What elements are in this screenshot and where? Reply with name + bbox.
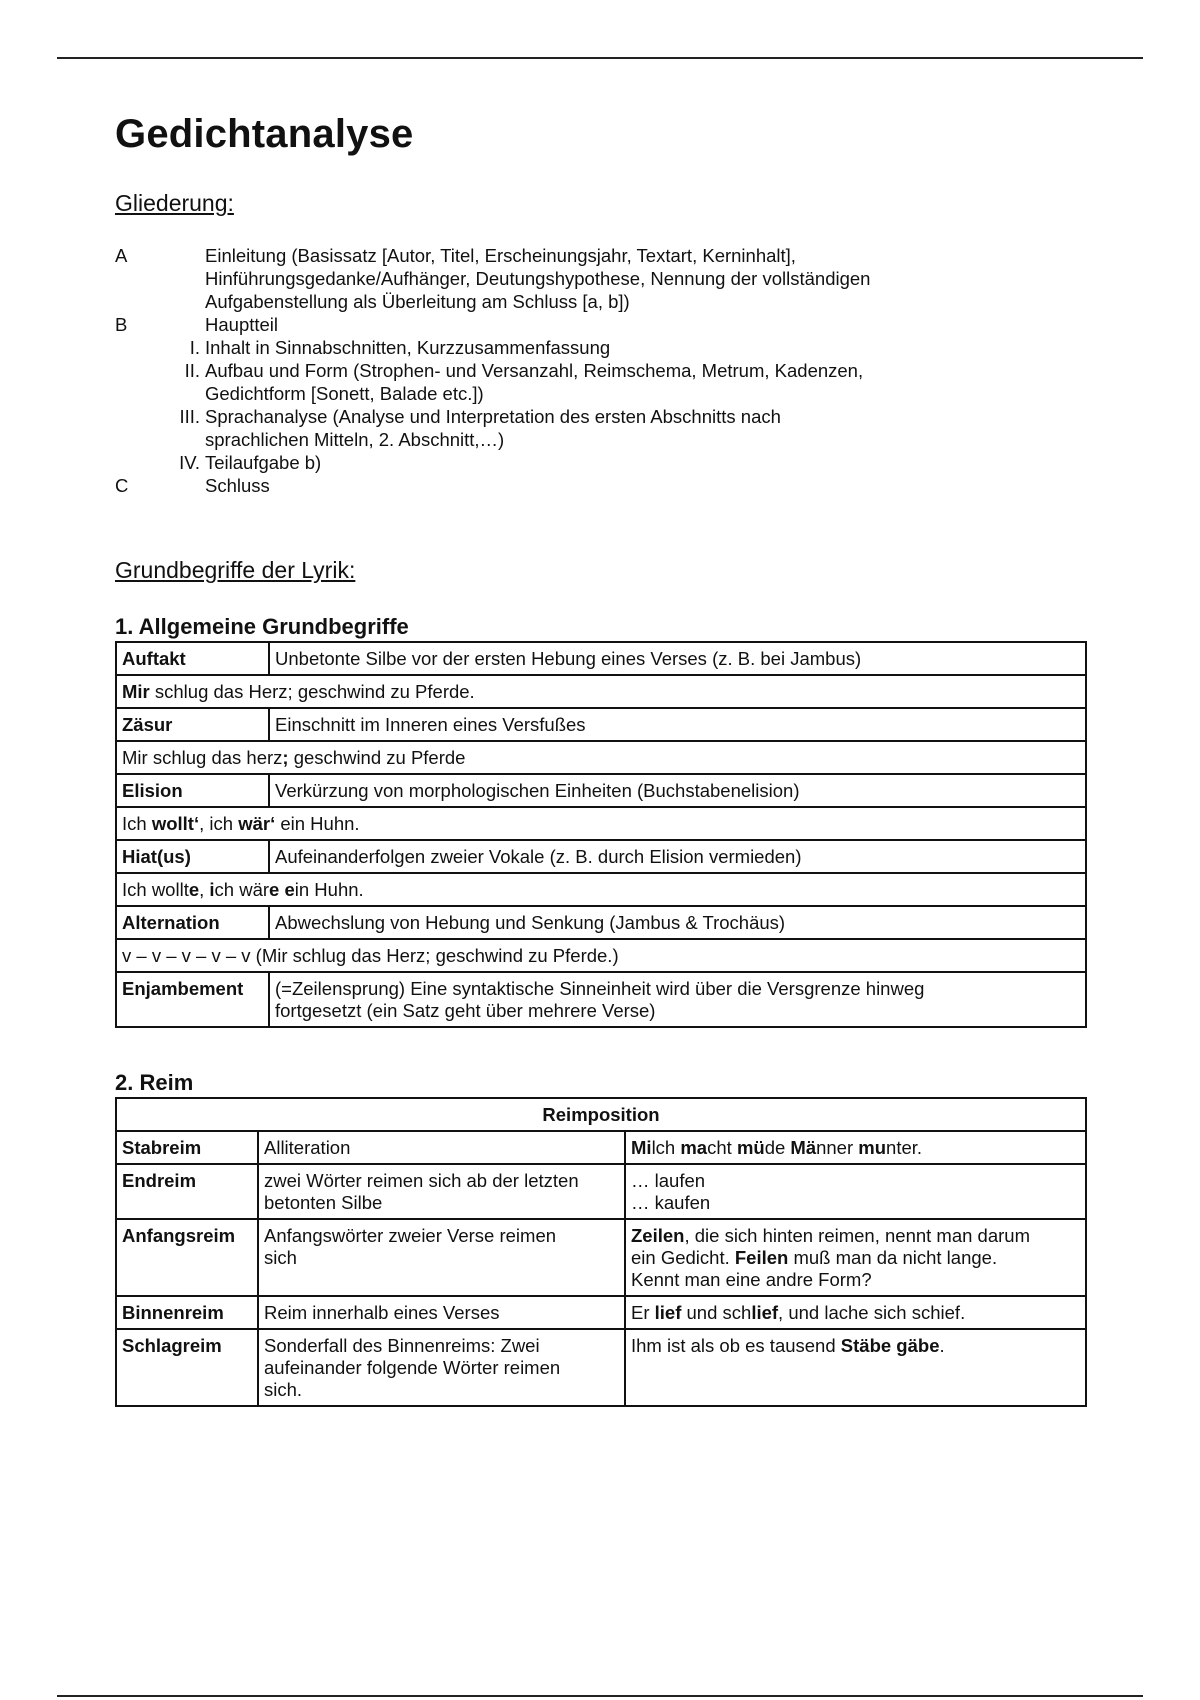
- bold-run: Stäbe gäbe: [840, 1335, 940, 1356]
- text-run: ein Gedicht.: [631, 1247, 735, 1268]
- outline-text-line: Einleitung (Basissatz [Autor, Titel, Erscheinungsjahr, Textart, Kerninhalt],: [205, 245, 796, 266]
- definition-cell: [269, 972, 1086, 1027]
- definition-line: fortgesetzt (ein Satz geht über mehrere Verse): [275, 1000, 656, 1021]
- text-run: … kaufen: [631, 1192, 711, 1213]
- outline-text: [205, 405, 1085, 451]
- text-run: und sch: [681, 1302, 752, 1323]
- outline-text: [205, 313, 1085, 336]
- outline-text-line: Teilaufgabe b): [205, 452, 322, 473]
- example-cell: [625, 1164, 1086, 1219]
- bold-run: Zeilen: [631, 1225, 685, 1246]
- term-cell: Schlagreim: [116, 1329, 258, 1406]
- definition-line: aufeinander folgende Wörter reimen: [264, 1357, 561, 1378]
- bold-run: Mä: [790, 1137, 817, 1158]
- outline-list: [115, 244, 1085, 497]
- reim-table: [115, 1097, 1087, 1407]
- definition-cell: [258, 1131, 625, 1164]
- outline-item: [115, 405, 1085, 451]
- example-row: [116, 939, 1086, 972]
- outline-item: [115, 244, 1085, 313]
- definition-line: (=Zeilensprung) Eine syntaktische Sinneinheit wird über die Versgrenze hinweg: [275, 978, 925, 999]
- definition-cell: Abwechslung von Hebung und Senkung (Jambus & Trochäus): [269, 906, 1086, 939]
- outline-item: [115, 359, 1085, 405]
- definition-cell: [258, 1219, 625, 1296]
- definition-line: Sonderfall des Binnenreims: Zwei: [264, 1335, 540, 1356]
- text-run: lch: [651, 1137, 681, 1158]
- example-row: [116, 675, 1086, 708]
- definition-line: Anfangswörter zweier Verse reimen: [264, 1225, 557, 1246]
- reimposition-heading: Reimposition: [116, 1098, 1086, 1131]
- outline-text-line: Hauptteil: [205, 314, 279, 335]
- text-run: , die sich hinten reimen, nennt man darum: [684, 1225, 1030, 1246]
- outline-text-line: Aufbau und Form (Strophen- und Versanzahl, Reimschema, Metrum, Kadenzen,: [205, 360, 864, 381]
- bold-run: mü: [736, 1137, 765, 1158]
- outline-text-line: Hinführungsgedanke/Aufhänger, Deutungshypothese, Nennung der vollständigen: [205, 268, 871, 289]
- term-cell: Elision: [116, 774, 269, 807]
- outline-text-line: Gedichtform [Sonett, Balade etc.]): [205, 383, 484, 404]
- definition-line: sich: [264, 1247, 297, 1268]
- example-cell: [116, 807, 1086, 840]
- bold-run: Feilen: [734, 1247, 789, 1268]
- text-run: schlug das Herz; geschwind zu Pferde.: [149, 681, 475, 702]
- outline-item: [115, 474, 1085, 497]
- example-line: [631, 1302, 1080, 1324]
- reim-row: [116, 1329, 1086, 1406]
- example-line: [631, 1247, 1080, 1269]
- example-line: [631, 1335, 1080, 1357]
- example-cell: [625, 1131, 1086, 1164]
- bold-run: ma: [680, 1137, 708, 1158]
- outline-text-line: Schluss: [205, 475, 270, 496]
- outline-key: C: [115, 475, 129, 496]
- grundbegriffe-heading: Grundbegriffe der Lyrik:: [115, 557, 356, 583]
- text-run: … laufen: [631, 1170, 706, 1191]
- section-1-heading: 1. Allgemeine Grundbegriffe: [115, 614, 409, 639]
- definition-cell: [258, 1296, 625, 1329]
- term-cell: Endreim: [116, 1164, 258, 1219]
- term-row: [116, 642, 1086, 675]
- outline-text-line: Sprachanalyse (Analyse und Interpretation des ersten Abschnitts nach: [205, 406, 781, 427]
- term-row: [116, 906, 1086, 939]
- term-cell: Enjambement: [116, 972, 269, 1027]
- outline-number: IV.: [179, 452, 200, 473]
- text-run: Er: [631, 1302, 655, 1323]
- bold-run: wollt‘: [151, 813, 200, 834]
- text-run: muß man da nicht lange.: [788, 1247, 998, 1268]
- example-line: [631, 1269, 1080, 1291]
- outline-text: [205, 474, 1085, 497]
- text-run: nner: [816, 1137, 859, 1158]
- definition-line: Reim innerhalb eines Verses: [264, 1302, 500, 1323]
- term-row: [116, 774, 1086, 807]
- outline-text: [205, 451, 1085, 474]
- text-run: cht: [707, 1137, 737, 1158]
- outline-text: [205, 244, 1085, 313]
- reim-row: [116, 1131, 1086, 1164]
- text-run: , ich: [199, 813, 239, 834]
- definition-cell: [258, 1329, 625, 1406]
- reim-row: [116, 1164, 1086, 1219]
- top-rule: [57, 57, 1143, 59]
- text-run: Kennt man eine andre Form?: [631, 1269, 872, 1290]
- bold-run: wär‘: [238, 813, 276, 834]
- example-cell: [625, 1329, 1086, 1406]
- bottom-rule: [57, 1695, 1143, 1697]
- definition-cell: [258, 1164, 625, 1219]
- grundbegriffe-table: [115, 641, 1087, 1028]
- outline-text-line: sprachlichen Mitteln, 2. Abschnitt,…): [205, 429, 505, 450]
- text-run: geschwind zu Pferde: [288, 747, 466, 768]
- section-2-heading: 2. Reim: [115, 1070, 194, 1095]
- example-line: [631, 1170, 1080, 1192]
- outline-item: [115, 336, 1085, 359]
- text-run: in Huhn.: [294, 879, 364, 900]
- definition-cell: Einschnitt im Inneren eines Versfußes: [269, 708, 1086, 741]
- example-row: [116, 741, 1086, 774]
- example-cell: [116, 741, 1086, 774]
- example-line: [631, 1192, 1080, 1214]
- bold-run: e: [188, 879, 200, 900]
- outline-text: [205, 359, 1085, 405]
- definition-line: Alliteration: [264, 1137, 351, 1158]
- text-run: .: [939, 1335, 945, 1356]
- term-cell: Alternation: [116, 906, 269, 939]
- definition-cell: Unbetonte Silbe vor der ersten Hebung eines Verses (z. B. bei Jambus): [269, 642, 1086, 675]
- text-run: ch wär: [214, 879, 270, 900]
- text-run: Ich: [122, 813, 152, 834]
- text-run: de: [764, 1137, 791, 1158]
- outline-number: III.: [179, 406, 200, 427]
- term-cell: Stabreim: [116, 1131, 258, 1164]
- outline-item: [115, 451, 1085, 474]
- example-cell: [625, 1219, 1086, 1296]
- term-row: [116, 708, 1086, 741]
- definition-line: zwei Wörter reimen sich ab der letzten: [264, 1170, 579, 1191]
- term-cell: Binnenreim: [116, 1296, 258, 1329]
- example-line: [631, 1225, 1080, 1247]
- bold-run: ;: [282, 747, 289, 768]
- bold-run: i: [209, 879, 215, 900]
- bold-run: e e: [269, 879, 295, 900]
- term-row: [116, 840, 1086, 873]
- page-title: Gedichtanalyse: [115, 112, 414, 156]
- bold-run: Mi: [631, 1137, 652, 1158]
- definition-line: sich.: [264, 1379, 303, 1400]
- definition-cell: Verkürzung von morphologischen Einheiten (Buchstabenelision): [269, 774, 1086, 807]
- term-cell: Zäsur: [116, 708, 269, 741]
- text-run: ,: [199, 879, 210, 900]
- reim-row: [116, 1219, 1086, 1296]
- bold-run: lief: [751, 1302, 779, 1323]
- text-run: ein Huhn.: [275, 813, 360, 834]
- text-run: nter.: [886, 1137, 923, 1158]
- example-line: [631, 1137, 1080, 1159]
- example-row: [116, 807, 1086, 840]
- example-cell: [625, 1296, 1086, 1329]
- gliederung-heading: Gliederung:: [115, 190, 234, 216]
- term-cell: Anfangsreim: [116, 1219, 258, 1296]
- text-run: v – v – v – v – v (Mir schlug das Herz; geschwind zu Pferde.): [122, 945, 619, 966]
- example-row: [116, 873, 1086, 906]
- outline-key: A: [115, 245, 128, 266]
- definition-line: betonten Silbe: [264, 1192, 383, 1213]
- term-cell: Auftakt: [116, 642, 269, 675]
- text-run: Mir schlug das herz: [122, 747, 283, 768]
- text-run: , und lache sich schief.: [778, 1302, 966, 1323]
- definition-cell: Aufeinanderfolgen zweier Vokale (z. B. durch Elision vermieden): [269, 840, 1086, 873]
- bold-run: lief: [654, 1302, 682, 1323]
- text-run: Ich wollt: [122, 879, 189, 900]
- term-row: [116, 972, 1086, 1027]
- example-cell: [116, 873, 1086, 906]
- bold-run: Mir: [122, 681, 150, 702]
- outline-number: II.: [184, 360, 200, 381]
- text-run: Ihm ist als ob es tausend: [631, 1335, 841, 1356]
- outline-item: [115, 313, 1085, 336]
- example-cell: [116, 939, 1086, 972]
- outline-key: B: [115, 314, 128, 335]
- term-cell: Hiat(us): [116, 840, 269, 873]
- reimposition-header-row: [116, 1098, 1086, 1131]
- bold-run: mu: [858, 1137, 887, 1158]
- reim-row: [116, 1296, 1086, 1329]
- outline-number: I.: [189, 337, 200, 358]
- outline-text-line: Inhalt in Sinnabschnitten, Kurzzusammenfassung: [205, 337, 611, 358]
- outline-text: [205, 336, 1085, 359]
- outline-text-line: Aufgabenstellung als Überleitung am Schluss [a, b]): [205, 291, 630, 312]
- example-cell: [116, 675, 1086, 708]
